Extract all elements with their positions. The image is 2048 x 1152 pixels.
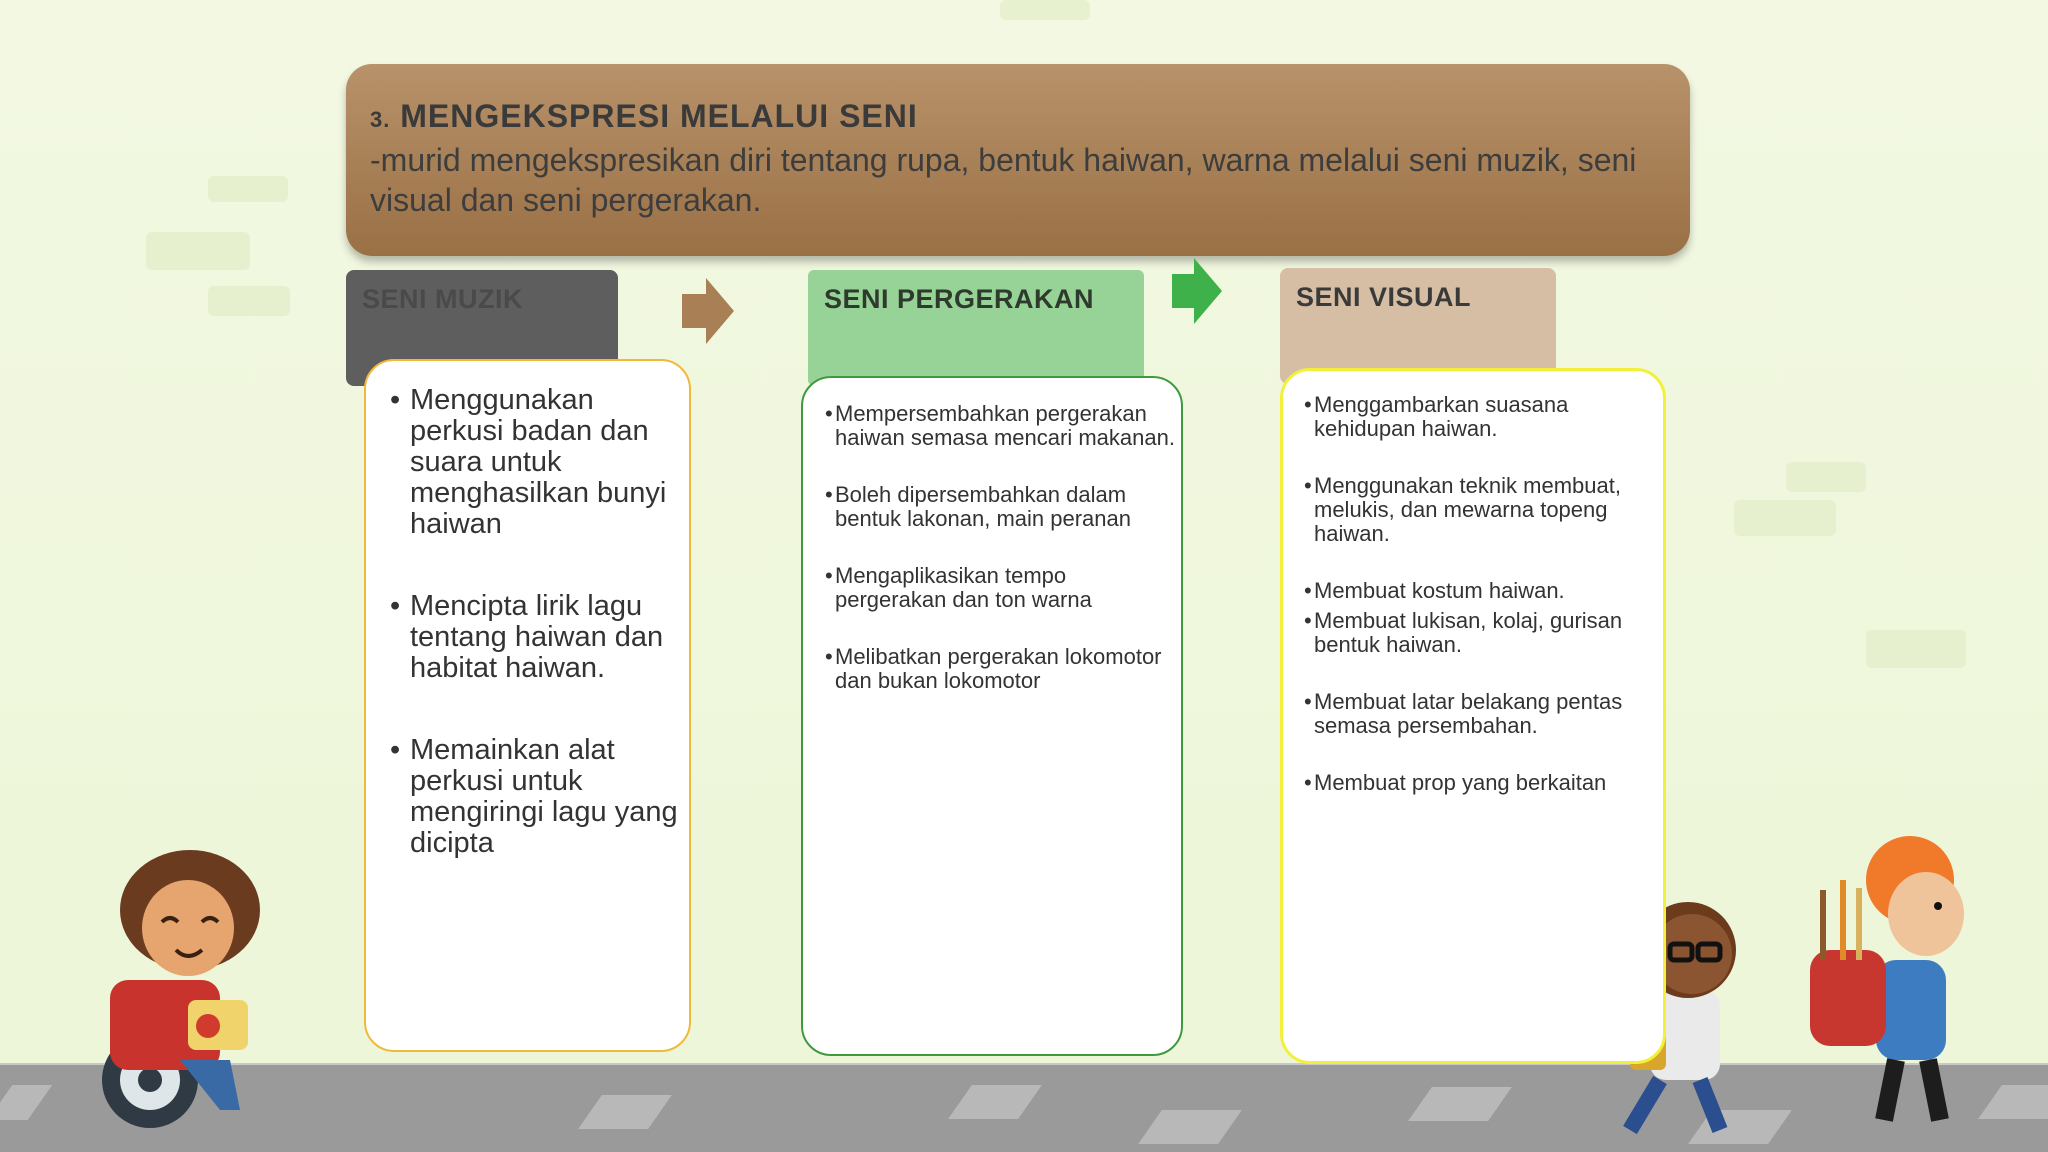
arrow-right-icon xyxy=(682,276,734,346)
list-item xyxy=(1304,579,1664,603)
tab-seni-visual xyxy=(1280,268,1556,384)
tab-seni-visual-label: SENI VISUAL xyxy=(1296,282,1472,312)
bullet-icon: • xyxy=(825,482,833,507)
list-item-text: Mempersembahkan pergerakan haiwan semasa mencari makanan. xyxy=(835,401,1175,450)
sidewalk-tile xyxy=(578,1095,672,1129)
seni-pergerakan-list xyxy=(825,402,1175,726)
list-item-text: Boleh dipersembahkan dalam bentuk lakonan, main peranan xyxy=(835,482,1131,531)
girl-wheelchair-illustration xyxy=(70,850,310,1130)
bullet-icon: • xyxy=(1304,578,1312,603)
bullet-icon: • xyxy=(390,734,401,766)
bullet-icon: • xyxy=(1304,392,1312,417)
wall-brick xyxy=(208,176,288,202)
list-item-text: Membuat prop yang berkaitan xyxy=(1314,770,1607,795)
list-item-text: Mencipta lirik lagu tentang haiwan dan habitat haiwan. xyxy=(410,590,664,684)
header-number: 3. xyxy=(370,107,391,132)
header-banner xyxy=(346,64,1690,256)
list-item-text: Membuat latar belakang pentas semasa persembahan. xyxy=(1314,689,1623,738)
tab-seni-muzik-label: SENI MUZIK xyxy=(362,284,524,314)
list-item xyxy=(390,385,680,540)
arrow-right-icon xyxy=(1172,256,1222,326)
seni-muzik-list xyxy=(390,385,680,910)
bullet-icon: • xyxy=(1304,473,1312,498)
tab-seni-pergerakan xyxy=(808,270,1144,386)
bullet-icon: • xyxy=(825,644,833,669)
sidewalk-tile xyxy=(948,1085,1042,1119)
list-item-text: Melibatkan pergerakan lokomotor dan bukan lokomotor xyxy=(835,644,1162,693)
tab-seni-pergerakan-label: SENI PERGERAKAN xyxy=(824,284,1095,314)
wall-brick xyxy=(1866,630,1966,668)
bullet-icon: • xyxy=(390,590,401,622)
list-item-text: Menggunakan perkusi badan dan suara untuk menghasilkan bunyi haiwan xyxy=(410,384,667,540)
list-item-text: Memainkan alat perkusi untuk mengiringi lagu yang dicipta xyxy=(410,734,678,859)
card-seni-pergerakan xyxy=(801,376,1183,1056)
card-seni-muzik xyxy=(364,359,691,1052)
list-item-text: Menggambarkan suasana kehidupan haiwan. xyxy=(1314,392,1569,441)
list-item-text: Membuat lukisan, kolaj, gurisan bentuk haiwan. xyxy=(1314,608,1623,657)
bullet-icon: • xyxy=(1304,689,1312,714)
list-item xyxy=(825,483,1175,531)
bullet-icon: • xyxy=(390,384,401,416)
list-item xyxy=(825,564,1175,612)
sidewalk-tile xyxy=(1408,1087,1512,1121)
bullet-icon: • xyxy=(1304,608,1312,633)
list-item xyxy=(1304,609,1664,657)
wall-brick xyxy=(146,232,250,270)
sidewalk-tile xyxy=(1138,1110,1242,1144)
boy-backpack-illustration xyxy=(1800,830,2000,1130)
seni-visual-list xyxy=(1304,393,1664,795)
list-item-text: Mengaplikasikan tempo pergerakan dan ton warna xyxy=(835,563,1092,612)
bullet-icon: • xyxy=(825,401,833,426)
header-title xyxy=(370,98,918,135)
header-title-text: MENGEKSPRESI MELALUI SENI xyxy=(400,98,918,134)
sidewalk-tile xyxy=(0,1085,52,1120)
list-item xyxy=(390,591,680,684)
list-item xyxy=(390,735,680,859)
list-item xyxy=(825,402,1175,450)
list-item-text: Menggunakan teknik membuat, melukis, dan mewarna topeng haiwan. xyxy=(1314,473,1621,546)
list-item xyxy=(1304,393,1664,441)
wall-brick xyxy=(1786,462,1866,492)
list-item xyxy=(825,645,1175,693)
list-item xyxy=(1304,474,1664,546)
bullet-icon: • xyxy=(825,563,833,588)
wall-brick xyxy=(208,286,290,316)
header-description: -murid mengekspresikan diri tentang rupa, bentuk haiwan, warna melalui seni muzik, seni visual dan seni pergerakan. xyxy=(370,142,1637,218)
bullet-icon: • xyxy=(1304,770,1312,795)
list-item xyxy=(1304,690,1664,738)
wall-brick xyxy=(1734,500,1836,536)
list-item xyxy=(1304,771,1664,795)
wall-brick xyxy=(1000,0,1090,20)
list-item-text: Membuat kostum haiwan. xyxy=(1314,578,1565,603)
card-seni-visual xyxy=(1280,368,1666,1064)
